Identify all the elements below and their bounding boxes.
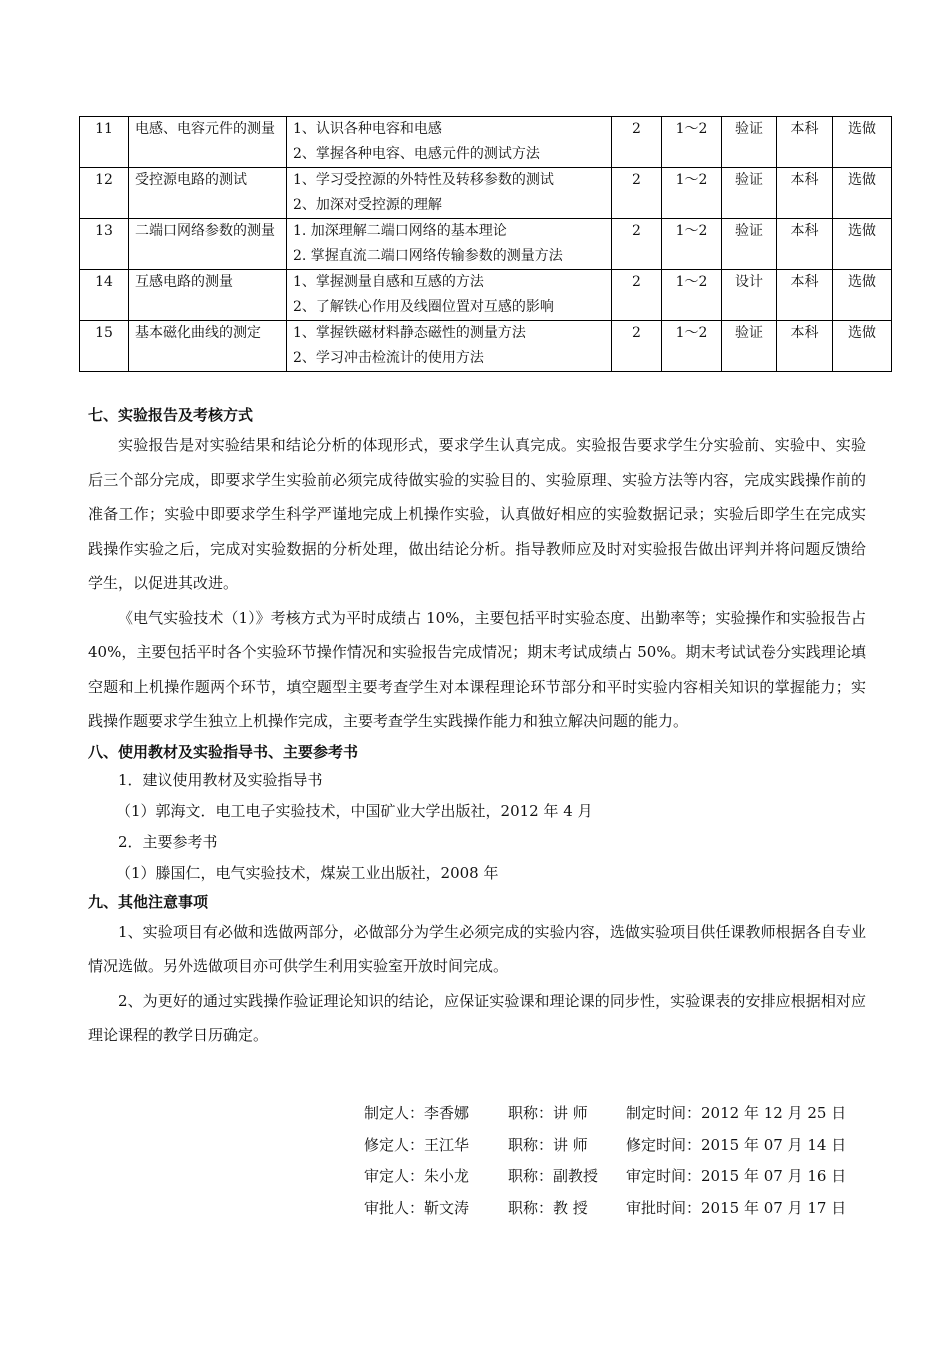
- signer-title: 职称：讲 师: [508, 1135, 588, 1154]
- signer: 制定人：李香娜: [364, 1104, 470, 1122]
- requirement: 选做: [833, 168, 892, 219]
- sign-date: 审定时间：2015 年 07 月 16 日: [626, 1167, 847, 1185]
- experiment-type: 验证: [722, 168, 777, 219]
- signature-block: [364, 1098, 846, 1224]
- signer: 审批人：靳文涛: [364, 1198, 470, 1217]
- sign-date: 制定时间：2012 年 12 月 25 日: [626, 1104, 847, 1122]
- row-number: 13: [80, 219, 129, 270]
- signer: 审定人：朱小龙: [364, 1167, 470, 1185]
- experiment-content: 1、认识各种电容和电感 2、掌握各种电容、电感元件的测试方法: [287, 117, 612, 168]
- requirement: 选做: [833, 321, 892, 372]
- row-number: 14: [80, 270, 129, 321]
- experiment-name: 受控源电路的测试: [129, 168, 287, 219]
- paragraph: 2、为更好的通过实践操作验证理论知识的结论，应保证实验课和理论课的同步性，实验课表的安排应根据相对应理论课程的教学日历确定。: [88, 991, 866, 1044]
- signature-row: [364, 1193, 846, 1225]
- section-heading: 七、实验报告及考核方式: [88, 406, 254, 424]
- list-item: 2．主要参考书: [118, 832, 218, 851]
- experiment-hours: 2: [612, 270, 662, 321]
- table-row: [80, 168, 892, 219]
- sign-date: 审批时间：2015 年 07 月 17 日: [626, 1198, 847, 1217]
- experiment-type: 验证: [722, 219, 777, 270]
- paragraph: 《电气实验技术（1）》考核方式为平时成绩占 10%，主要包括平时实验态度、出勤率等；实验操作和实验报告占 40%，主要包括平时各个实验环节操作情况和实验报告完成情况；期末考试成绩占 50%。期末考试试卷分实践理论填空题和上机操作题两个环节，填空题型主要考查学生对本课程理论环节部分和平时实验内容相关知识的掌握能力；实践操作题要求学生独立上机操作完成，主要考查学生实践操作能力和独立解决问题的能力。: [88, 608, 866, 730]
- experiment-type: 设计: [722, 270, 777, 321]
- requirement: 选做: [833, 219, 892, 270]
- experiment-name: 二端口网络参数的测量: [129, 219, 287, 270]
- group-size: 1～2: [662, 270, 722, 321]
- list-item: （1）郭海文．电工电子实验技术，中国矿业大学出版社，2012 年 4 月: [116, 801, 593, 820]
- group-size: 1～2: [662, 321, 722, 372]
- experiment-hours: 2: [612, 168, 662, 219]
- signer-title: 职称：讲 师: [508, 1104, 588, 1122]
- list-item: （1）滕国仁，电气实验技术，煤炭工业出版社，2008 年: [116, 863, 499, 882]
- table-row: [80, 321, 892, 372]
- signature-row: [364, 1161, 846, 1193]
- student-level: 本科: [777, 117, 833, 168]
- row-number: 11: [80, 117, 129, 168]
- table-row: [80, 270, 892, 321]
- signer-title: 职称：副教授: [508, 1167, 599, 1185]
- experiment-hours: 2: [612, 321, 662, 372]
- experiment-content: 1、掌握测量自感和互感的方法 2、了解铁心作用及线圈位置对互感的影响: [287, 270, 612, 321]
- signer-title: 职称：教 授: [508, 1198, 588, 1217]
- table-row: [80, 117, 892, 168]
- student-level: 本科: [777, 270, 833, 321]
- requirement: 选做: [833, 270, 892, 321]
- experiment-type: 验证: [722, 321, 777, 372]
- paragraph: 实验报告是对实验结果和结论分析的体现形式，要求学生认真完成。实验报告要求学生分实验前、实验中、实验后三个部分完成，即要求学生实验前必须完成待做实验的实验目的、实验原理、实验方法等内容，完成实践操作前的准备工作；实验中即要求学生科学严谨地完成上机操作实验，认真做好相应的实验数据记录；实验后即学生在完成实践操作实验之后，完成对实验数据的分析处理，做出结论分析。指导教师应及时对实验报告做出评判并将问题反馈给学生，以促进其改进。: [88, 436, 866, 592]
- experiment-hours: 2: [612, 219, 662, 270]
- sign-date: 修定时间：2015 年 07 月 14 日: [626, 1135, 847, 1154]
- student-level: 本科: [777, 321, 833, 372]
- main-text: [88, 402, 866, 1053]
- signer: 修定人：王江华: [364, 1135, 470, 1154]
- section-heading: 九、其他注意事项: [88, 892, 209, 911]
- experiment-content: 1. 加深理解二端口网络的基本理论 2. 掌握直流二端口网络传输参数的测量方法: [287, 219, 612, 270]
- experiment-table: [79, 116, 892, 372]
- group-size: 1～2: [662, 117, 722, 168]
- experiment-type: 验证: [722, 117, 777, 168]
- experiment-content: 1、学习受控源的外特性及转移参数的测试 2、加深对受控源的理解: [287, 168, 612, 219]
- experiment-content: 1、掌握铁磁材料静态磁性的测量方法 2、学习冲击检流计的使用方法: [287, 321, 612, 372]
- experiment-name: 互感电路的测量: [129, 270, 287, 321]
- experiment-name: 电感、电容元件的测量: [129, 117, 287, 168]
- experiment-hours: 2: [612, 117, 662, 168]
- group-size: 1～2: [662, 168, 722, 219]
- signature-row: [364, 1130, 846, 1162]
- table-row: [80, 219, 892, 270]
- row-number: 15: [80, 321, 129, 372]
- experiment-name: 基本磁化曲线的测定: [129, 321, 287, 372]
- group-size: 1～2: [662, 219, 722, 270]
- signature-row: [364, 1098, 846, 1130]
- section-heading: 八、使用教材及实验指导书、主要参考书: [88, 742, 359, 761]
- paragraph: 1、实验项目有必做和选做两部分，必做部分为学生必须完成的实验内容，选做实验项目供任课教师根据各自专业情况选做。另外选做项目亦可供学生利用实验室开放时间完成。: [88, 922, 866, 975]
- student-level: 本科: [777, 168, 833, 219]
- requirement: 选做: [833, 117, 892, 168]
- row-number: 12: [80, 168, 129, 219]
- list-item: 1．建议使用教材及实验指导书: [118, 770, 323, 789]
- student-level: 本科: [777, 219, 833, 270]
